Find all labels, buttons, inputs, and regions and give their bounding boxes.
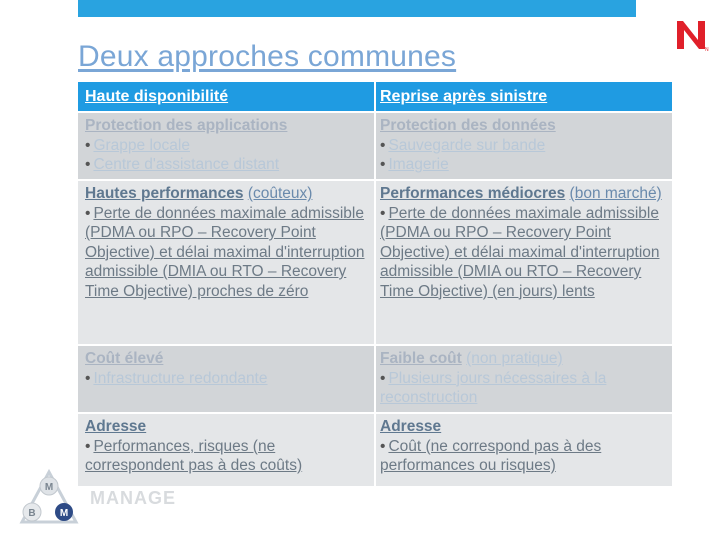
table-cell (78, 346, 374, 412)
bullet-text: Perte de données maximale admissible (PDMA ou RPO – Recovery Point Objective) et délai maximal d'interruption admissible (DMIA ou RTO – Recovery Time Objective) proches de zéro (85, 204, 365, 300)
bullet-text: Grappe locale (93, 136, 190, 154)
list-item (380, 369, 666, 408)
cell-heading: Protection des données (380, 117, 556, 134)
header-disaster-recovery: Reprise après sinistre (374, 82, 672, 111)
table-row (78, 412, 672, 486)
cell-heading: Faible coût (380, 350, 462, 367)
table-cell (374, 346, 672, 412)
logo-letter: B (28, 508, 36, 519)
bmm-logo (16, 466, 82, 528)
cell-heading: Adresse (380, 418, 442, 435)
cell-heading-line (380, 184, 666, 204)
list-item (380, 155, 666, 175)
top-accent-bar (78, 0, 636, 17)
table-cell (78, 113, 374, 179)
cell-heading: Protection des applications (85, 117, 288, 134)
table-cell (78, 414, 374, 486)
bullet-text: Coût (ne correspond pas à des performances ou risques) (380, 437, 602, 474)
list-item (85, 155, 368, 175)
cell-heading: Coût élevé (85, 350, 164, 367)
bullet-icon: • (85, 437, 91, 455)
cell-heading: Hautes performances (85, 185, 244, 202)
bullet-icon: • (380, 437, 386, 455)
cell-heading-note: (coûteux) (247, 185, 313, 202)
table-header-row (78, 80, 672, 111)
logo-letter: M (59, 508, 69, 519)
list-item (85, 369, 368, 389)
table-row (78, 179, 672, 344)
bullet-icon: • (85, 369, 91, 387)
table-cell (374, 414, 672, 486)
footer-manage-text: MANAGE (90, 488, 176, 508)
table-cell (78, 181, 374, 344)
list-item (380, 437, 666, 476)
list-item (85, 204, 368, 302)
cell-heading: Performances médiocres (380, 185, 566, 202)
cell-heading-note: (non pratique) (466, 350, 563, 367)
cell-heading-note: (bon marché) (569, 185, 662, 202)
bullet-icon: • (85, 156, 91, 173)
cell-heading-line (380, 349, 666, 369)
bullet-text: Sauvegarde sur bande (388, 136, 546, 154)
header-high-availability: Haute disponibilité (78, 82, 374, 111)
table-row (78, 344, 672, 412)
list-item (85, 136, 368, 156)
table-row (78, 111, 672, 179)
list-item (85, 437, 368, 476)
slide-title: Deux approches communes (78, 40, 457, 73)
list-item (380, 136, 666, 156)
table-cell (374, 181, 672, 344)
bullet-text: Perte de données maximale admissible (PDMA ou RPO – Recovery Point Objective) et délai maximal d'interruption admissible (DMIA ou RTO – Recovery Time Objective) (en jours) lents (380, 204, 660, 300)
bullet-icon: • (380, 204, 386, 222)
cell-heading: Adresse (85, 418, 147, 435)
comparison-table (78, 80, 672, 486)
cell-heading-line (85, 184, 368, 204)
bullet-icon: • (85, 136, 91, 154)
table-cell (374, 113, 672, 179)
bullet-icon: • (380, 369, 386, 387)
bullet-text: Plusieurs jours nécessaires à la reconstruction (380, 369, 607, 406)
bullet-text: Centre d'assistance distant (93, 156, 280, 173)
bullet-text: Imagerie (388, 156, 449, 173)
list-item (380, 204, 666, 302)
bullet-icon: • (85, 204, 91, 222)
bullet-text: Infrastructure redondante (93, 369, 268, 387)
bullet-text: Performances, risques (ne correspondent pas à des coûts) (85, 437, 303, 474)
bullet-icon: • (380, 156, 386, 173)
novell-logo (674, 18, 708, 52)
logo-letter: M (44, 482, 54, 493)
logo-letter: N (705, 47, 709, 53)
bullet-icon: • (380, 136, 386, 154)
